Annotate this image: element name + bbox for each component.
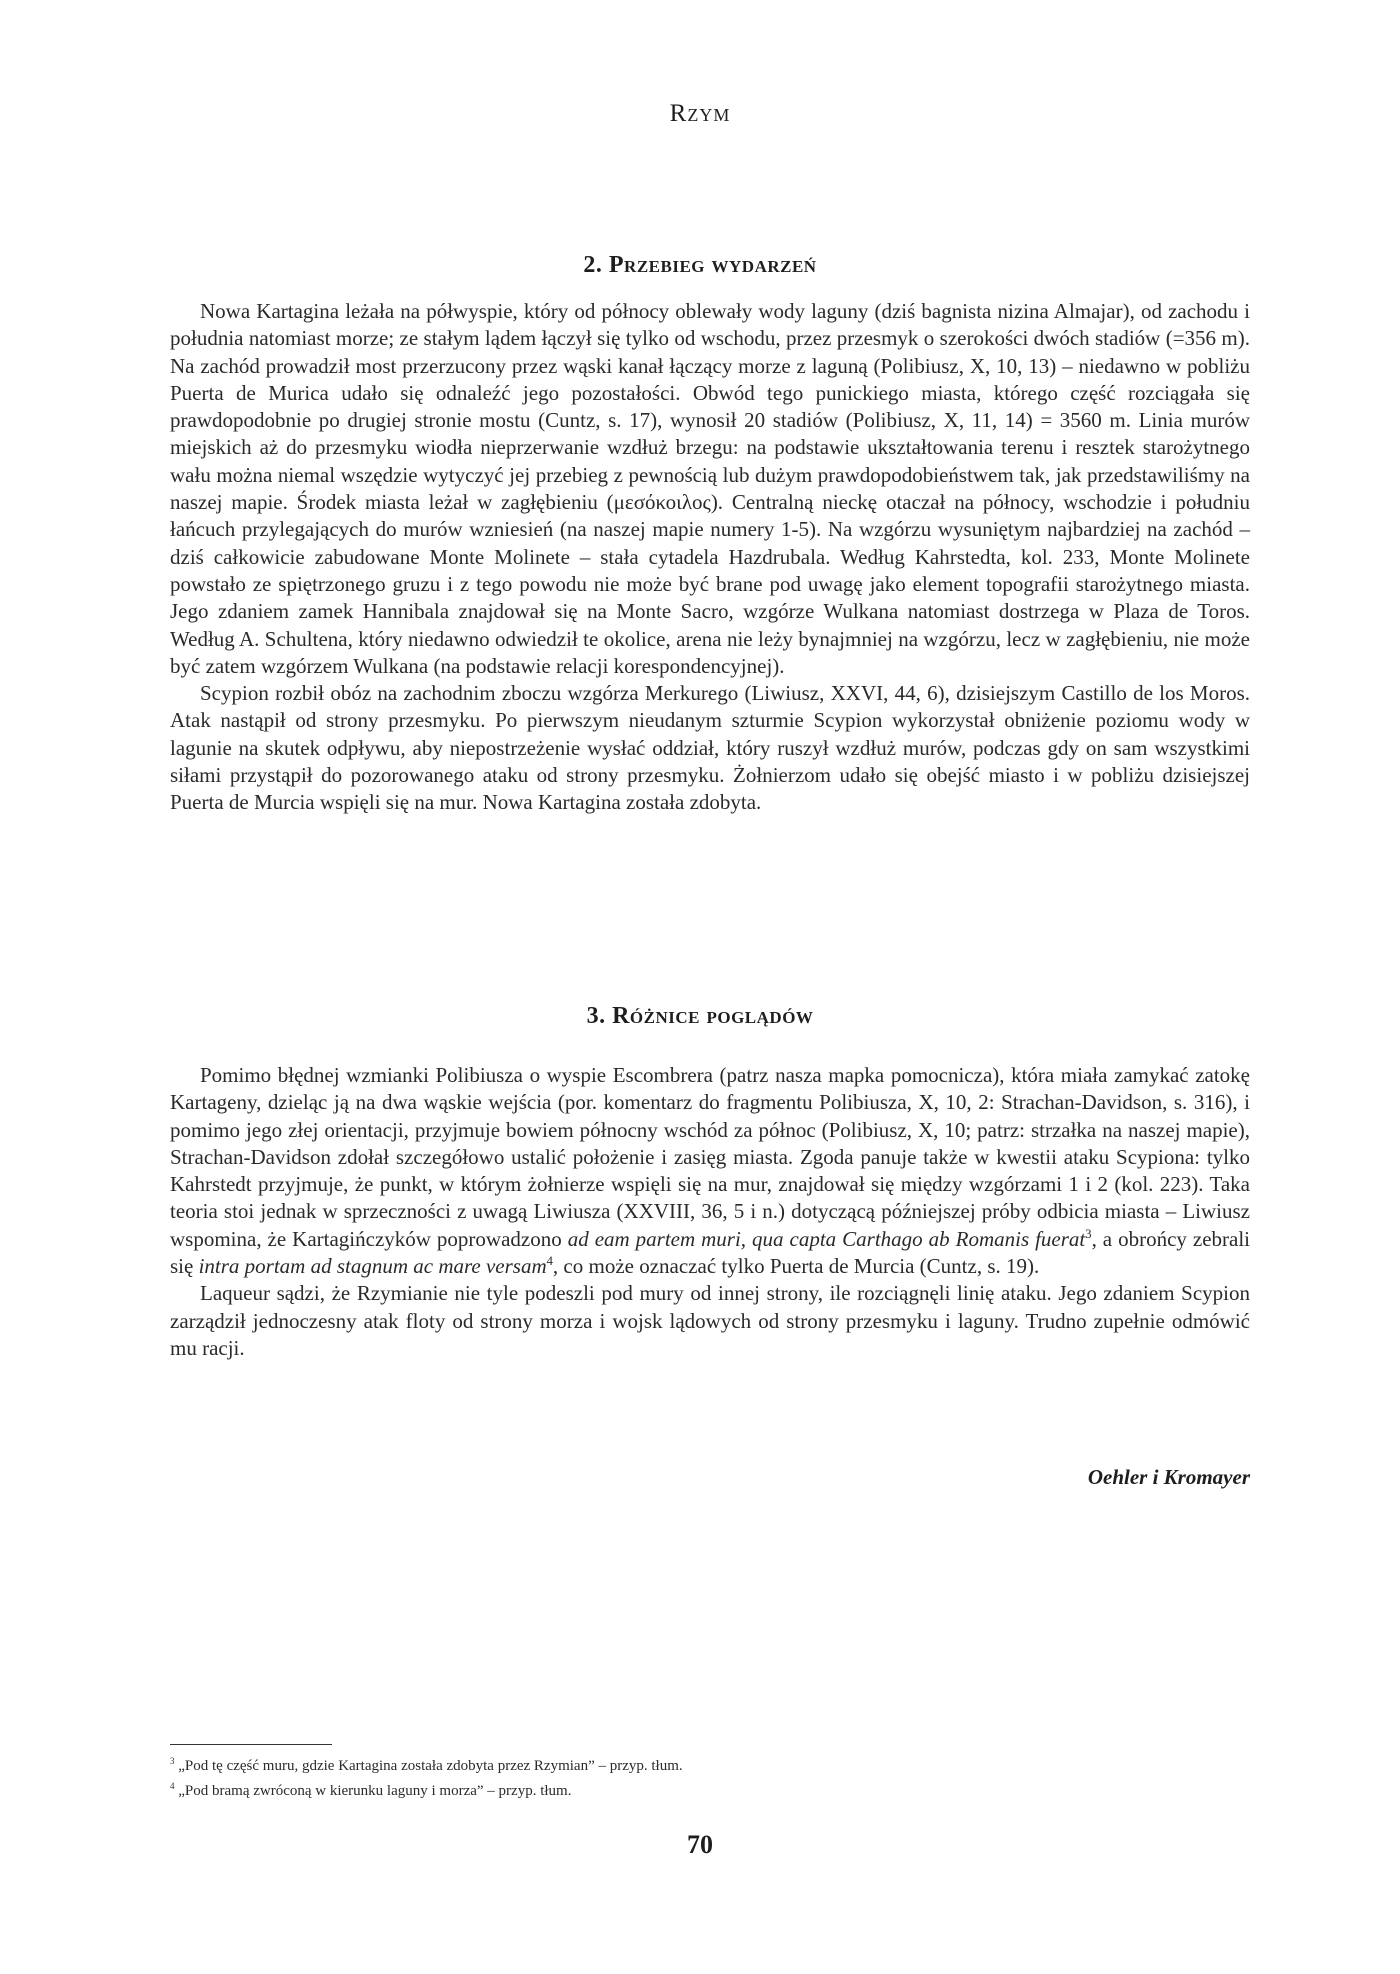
footnote-text: „Pod tę część muru, gdzie Kartagina została zdobyta przez Rzymian” – przyp. tłum. xyxy=(178,1758,683,1774)
footnote-number: 3 xyxy=(170,1756,175,1766)
text-run: , a obrońcy zebrali się xyxy=(170,1226,1251,1279)
footnote xyxy=(170,1779,1250,1804)
page-number: 70 xyxy=(687,1830,713,1859)
paragraph: Laqueur sądzi, że Rzymianie nie tyle podeszli pod mury od innej strony, ile rozciągnęli linię ataku. Jego zdaniem Scypion zarządził jednoczesny atak floty od strony morza i wojsk lądowych od strony przesmyku i laguny. Trudno zupełnie odmówić mu racji. xyxy=(170,1281,1250,1360)
footnote-number: 4 xyxy=(170,1781,175,1791)
latin-quote: ad eam partem muri, qua capta Carthago ab Romanis fuerat xyxy=(567,1226,1086,1251)
footnotes xyxy=(170,1754,1250,1804)
footnote-ref: 3 xyxy=(1085,1226,1092,1241)
section-title-przebieg: 2. Przebieg wydarzeń xyxy=(583,252,817,278)
section-title-roznice: 3. Różnice poglądów xyxy=(586,1003,814,1029)
paragraph xyxy=(170,1062,1250,1280)
paragraph: Scypion rozbił obóz na zachodnim zboczu wzgórza Merkurego (Liwiusz, XXVI, 44, 6), dzisiejszym Castillo de los Moros. Atak nastąpił od strony przesmyku. Po pierwszym nieudanym szturmie Scypion wykorzystał obniżenie poziomu wody w lagunie na skutek odpływu, aby niepostrzeżenie wysłać oddział, który ruszył wzdłuż murów, podczas gdy on sam wszystkimi siłami przystąpił do pozorowanego ataku od strony przesmyku. Żołnierzom udało się obejść miasto i w pobliżu dzisiejszej Puerta de Murcia wspięli się na mur. Nowa Kartagina została zdobyta. xyxy=(170,681,1250,815)
section-body-roznice xyxy=(170,1062,1250,1362)
latin-quote: intra portam ad stagnum ac mare versam xyxy=(198,1254,547,1279)
running-head: Rzym xyxy=(669,100,731,127)
author-signature: Oehler i Kromayer xyxy=(1087,1465,1250,1489)
text-run: , co może oznaczać tylko Puerta de Murcia (Cuntz, s. 19). xyxy=(552,1254,1040,1279)
section-body-przebieg xyxy=(170,298,1250,817)
footnote-ref: 4 xyxy=(546,1254,553,1269)
footnote-divider xyxy=(170,1744,332,1745)
text-run: Pomimo błędnej wzmianki Polibiusza o wyspie Escombrera (patrz nasza mapka pomocnicza), która miała zamykać zatokę Kartageny, dzieląc ją na dwa wąskie wejścia (por. komentarz do fragmentu Polibiusza, X, 10, 2: Strachan-Davidson, s. 316), i pomimo jego złej orientacji, przyjmuje bowiem północny wschód za północ (Polibiusz, X, 10; patrz: strzałka na naszej mapie), Strachan-Davidson zdołał szczegółowo ustalić położenie i zasięg miasta. Zgoda panuje także w kwestii ataku Scypiona: tylko Kahrstedt przyjmuje, że punkt, w którym żołnierze wspięli się na mur, znajdował się między wzgórzami 1 i 2 (kol. 223). Taka teoria stoi jednak w sprzeczności z uwagą Liwiusza (XXVIII, 36, 5 i n.) dotyczącą późniejszej próby odbicia miasta – Liwiusz wspomina, że Kartagińczyków poprowadzono xyxy=(170,1063,1250,1251)
footnote xyxy=(170,1754,1250,1779)
paragraph: Nowa Kartagina leżała na półwyspie, który od północy oblewały wody laguny (dziś bagnista nizina Almajar), od zachodu i południa natomiast morze; ze stałym lądem łączył się tylko od wschodu, przez przesmyk o szerokości dwóch stadiów (=356 m). Na zachód prowadził most przerzucony przez wąski kanał łączący morze z laguną (Polibiusz, X, 10, 13) – niedawno w pobliżu Puerta de Murica udało się odnaleźć jego pozostałości. Obwód tego punickiego miasta, którego część rozciągała się prawdopodobnie po drugiej stronie mostu (Cuntz, s. 17), wynosił 20 stadiów (Polibiusz, X, 11, 14) = 3560 m. Linia murów miejskich aż do przesmyku wiodła nieprzerwanie wzdłuż brzegu: na podstawie ukształtowania terenu i resztek starożytnego wału można niemal wszędzie wytyczyć jej przebieg z pewnością lub dużym prawdopodobieństwem tak, jak przedstawiliśmy na naszej mapie. Środek miasta leżał w zagłębieniu (μεσόκοιλος). Centralną nieckę otaczał na północy, wschodzie i południu łańcuch przylegających do murów wzniesień (na naszej mapie numery 1-5). Na wzgórzu wysuniętym najbardziej na zachód – dziś całkowicie zabudowane Monte Molinete – stała cytadela Hazdrubala. Według Kahrstedta, kol. 233, Monte Molinete powstało ze spiętrzonego gruzu i z tego powodu nie może być brane pod uwagę jako element topografii starożytnego miasta. Jego zdaniem zamek Hannibala znajdował się na Monte Sacro, wzgórze Wulkana natomiast dostrzega w Plaza de Toros. Według A. Schultena, który niedawno odwiedził te okolice, arena nie leży bynajmniej na wzgórzu, lecz w zagłębieniu, nie może być zatem wzgórzem Wulkana (na podstawie relacji korespondencyjnej). xyxy=(170,299,1250,678)
footnote-text: „Pod bramą zwróconą w kierunku laguny i morza” – przyp. tłum. xyxy=(178,1783,572,1799)
